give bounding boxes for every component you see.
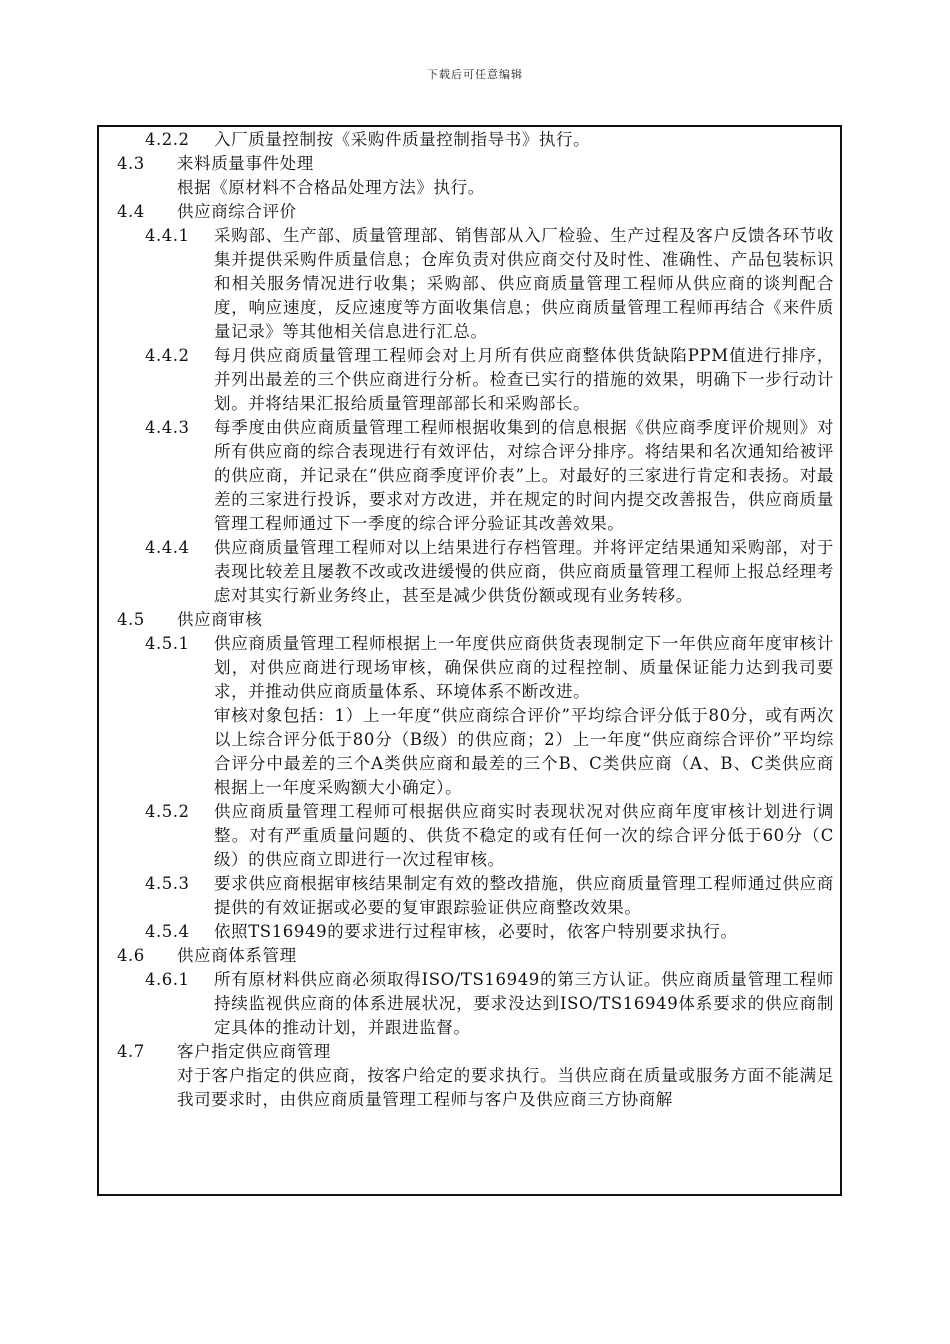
clause	[99, 608, 840, 632]
clause	[99, 632, 840, 704]
clause-text: 审核对象包括：1）上一年度“供应商综合评价”平均综合评分低于80分，或有两次以上综合评分低于80分（B级）的供应商；2）上一年度“供应商综合评价”平均综合评分中最差的三个A类供应商和最差的三个B、C类供应商（A、B、C类供应商根据上一年度采购额大小确定）。	[214, 706, 834, 797]
clause-text: 来料质量事件处理	[177, 154, 314, 173]
clause	[99, 128, 840, 152]
clause-number: 4.6.1	[145, 970, 190, 989]
clause-text: 客户指定供应商管理	[177, 1042, 331, 1061]
clause-number: 4.5.4	[145, 922, 190, 941]
clause	[99, 224, 840, 344]
clause	[99, 1040, 840, 1064]
clause-number: 4.7	[117, 1042, 145, 1061]
clause-text: 对于客户指定的供应商，按客户给定的要求执行。当供应商在质量或服务方面不能满足我司要求时，由供应商质量管理工程师与客户及供应商三方协商解	[177, 1066, 834, 1109]
clause-number: 4.4.4	[145, 538, 190, 557]
clause-text: 供应商质量管理工程师可根据供应商实时表现状况对供应商年度审核计划进行调整。对有严重质量问题的、供货不稳定的或有任何一次的综合评分低于60分（C级）的供应商立即进行一次过程审核。	[214, 802, 834, 869]
clause	[99, 704, 840, 800]
clause	[99, 152, 840, 176]
clause	[99, 200, 840, 224]
clause	[99, 968, 840, 1040]
clause-text: 根据《原材料不合格品处理方法》执行。	[177, 178, 485, 197]
clause	[99, 344, 840, 416]
clause-number: 4.4	[117, 202, 145, 221]
clause	[99, 536, 840, 608]
clause-number: 4.2.2	[145, 130, 190, 149]
clause-text: 每季度由供应商质量管理工程师根据收集到的信息根据《供应商季度评价规则》对所有供应商的综合表现进行有效评估，对综合评分排序。将结果和名次通知给被评的供应商，并记录在“供应商季度评价表”上。对最好的三家进行肯定和表扬。对最差的三家进行投诉，要求对方改进，并在规定的时间内提交改善报告，供应商质量管理工程师通过下一季度的综合评分验证其改善效果。	[214, 418, 834, 533]
clause-text: 供应商体系管理	[177, 946, 297, 965]
clause-text: 供应商审核	[177, 610, 263, 629]
clause-number: 4.5	[117, 610, 145, 629]
clause	[99, 176, 840, 200]
clause	[99, 944, 840, 968]
clause-text: 入厂质量控制按《采购件质量控制指导书》执行。	[214, 130, 591, 149]
clause-number: 4.5.3	[145, 874, 190, 893]
clause-text: 供应商综合评价	[177, 202, 297, 221]
clause-text: 依照TS16949的要求进行过程审核，必要时，依客户特别要求执行。	[214, 922, 738, 941]
clause-number: 4.6	[117, 946, 145, 965]
clause-text: 所有原材料供应商必须取得ISO/TS16949的第三方认证。供应商质量管理工程师持续监视供应商的体系进展状况，要求没达到ISO/TS16949体系要求的供应商制定具体的推动计划，并跟进监督。	[214, 970, 834, 1037]
document-frame	[97, 125, 842, 1196]
clause	[99, 416, 840, 536]
clause	[99, 872, 840, 920]
clause-number: 4.4.1	[145, 226, 190, 245]
clause-number: 4.5.2	[145, 802, 190, 821]
clause-number: 4.4.3	[145, 418, 190, 437]
clause-number: 4.5.1	[145, 634, 190, 653]
clause-text: 供应商质量管理工程师根据上一年度供应商供货表现制定下一年供应商年度审核计划，对供应商进行现场审核，确保供应商的过程控制、质量保证能力达到我司要求，并推动供应商质量体系、环境体系不断改进。	[214, 634, 834, 701]
clause	[99, 800, 840, 872]
clause-number: 4.4.2	[145, 346, 190, 365]
clause	[99, 1064, 840, 1112]
page-header: 下载后可任意编辑	[427, 68, 523, 81]
clause-text: 要求供应商根据审核结果制定有效的整改措施，供应商质量管理工程师通过供应商提供的有效证据或必要的复审跟踪验证供应商整改效果。	[214, 874, 834, 917]
clause-text: 采购部、生产部、质量管理部、销售部从入厂检验、生产过程及客户反馈各环节收集并提供采购件质量信息；仓库负责对供应商交付及时性、准确性、产品包装标识和相关服务情况进行收集；采购部、供应商质量管理工程师从供应商的谈判配合度，响应速度，反应速度等方面收集信息；供应商质量管理工程师再结合《来件质量记录》等其他相关信息进行汇总。	[214, 226, 834, 341]
clause-text: 每月供应商质量管理工程师会对上月所有供应商整体供货缺陷PPM值进行排序，并列出最差的三个供应商进行分析。检查已实行的措施的效果，明确下一步行动计划。并将结果汇报给质量管理部部长和采购部长。	[214, 346, 834, 413]
clause-number: 4.3	[117, 154, 145, 173]
clause	[99, 920, 840, 944]
clause-text: 供应商质量管理工程师对以上结果进行存档管理。并将评定结果通知采购部，对于表现比较差且屡教不改或改进缓慢的供应商，供应商质量管理工程师上报总经理考虑对其实行新业务终止，甚至是减少供货份额或现有业务转移。	[214, 538, 834, 605]
